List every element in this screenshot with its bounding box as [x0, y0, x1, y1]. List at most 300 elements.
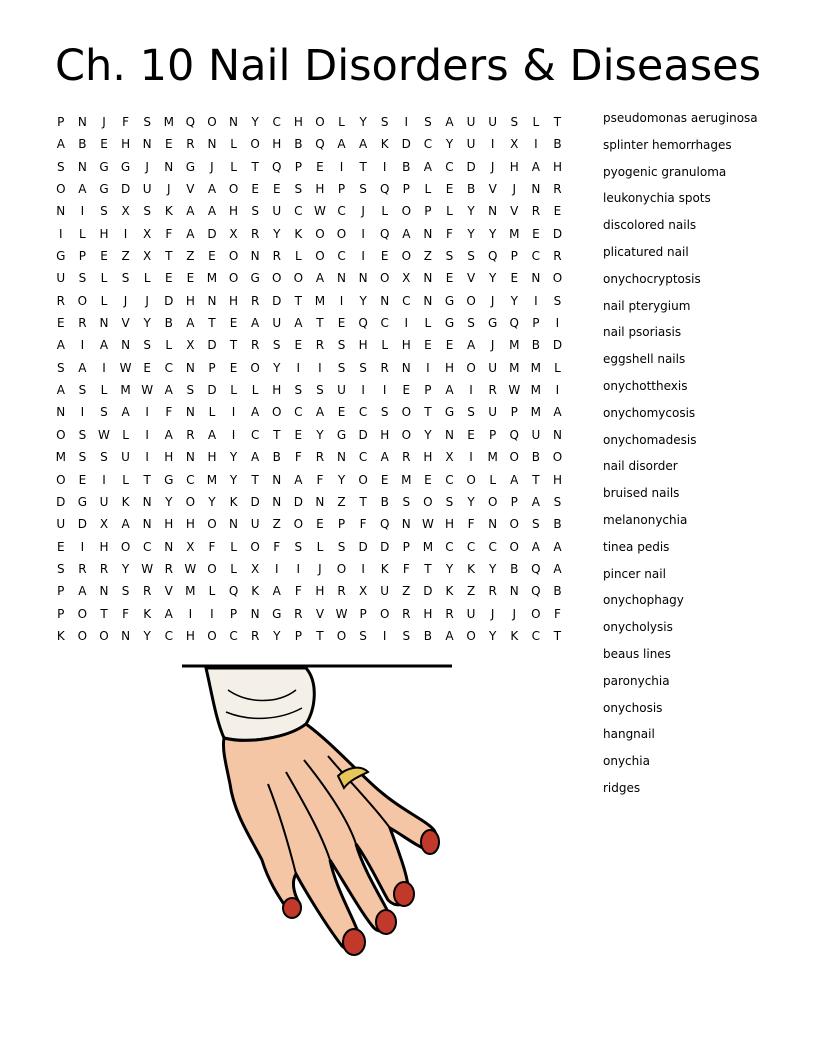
grid-letter: Z	[272, 517, 281, 532]
grid-letter: P	[337, 182, 346, 197]
grid-letter: N	[207, 137, 217, 152]
grid-letter: C	[294, 204, 303, 219]
grid-letter: C	[337, 204, 346, 219]
grid-letter: U	[272, 204, 282, 219]
grid-letter: G	[99, 182, 109, 197]
grid-letter: T	[316, 316, 324, 331]
grid-letter: H	[552, 159, 562, 174]
grid-letter: B	[466, 182, 476, 197]
grid-letter: D	[552, 338, 563, 353]
grid-letter: S	[445, 494, 454, 509]
grid-letter: V	[121, 316, 130, 331]
grid-letter: D	[207, 383, 217, 398]
grid-letter: U	[531, 427, 541, 442]
grid-letter: Y	[273, 628, 281, 643]
grid-letter: Y	[424, 427, 432, 442]
grid-letter: I	[469, 450, 473, 465]
grid-letter: I	[382, 383, 387, 398]
grid-letter: O	[315, 115, 325, 129]
grid-letter: Q	[272, 159, 282, 174]
grid-letter: F	[554, 606, 561, 621]
word-list-item: pyogenic granuloma	[603, 164, 727, 179]
grid-letter: B	[402, 159, 411, 174]
grid-letter: G	[185, 159, 196, 174]
grid-letter: N	[401, 360, 411, 375]
grid-letter: U	[466, 137, 476, 152]
grid-letter: P	[424, 383, 432, 398]
grid-letter: K	[229, 494, 238, 509]
grid-letter: Y	[251, 115, 259, 129]
grid-letter: O	[99, 628, 109, 643]
grid-letter: F	[316, 472, 324, 487]
grid-letter: A	[78, 360, 87, 375]
grid-letter: H	[293, 115, 303, 129]
grid-letter: H	[509, 159, 519, 174]
grid-letter: G	[272, 606, 282, 621]
grid-letter: X	[121, 204, 130, 219]
grid-letter: Z	[121, 249, 130, 264]
grid-letter: O	[336, 561, 347, 576]
grid-letter: K	[121, 494, 130, 509]
grid-letter: D	[358, 427, 368, 442]
grid-letter: I	[426, 360, 430, 375]
grid-letter: H	[423, 450, 433, 465]
grid-letter: X	[358, 584, 368, 599]
grid-letter: Y	[489, 628, 497, 643]
grid-letter: J	[123, 293, 128, 308]
grid-letter: U	[99, 494, 109, 509]
nail	[376, 910, 396, 934]
grid-letter: I	[123, 226, 128, 241]
grid-letter: W	[141, 383, 154, 398]
grid-letter: D	[358, 539, 368, 554]
grid-letter: R	[445, 606, 454, 621]
grid-letter: N	[142, 517, 152, 532]
grid-letter: H	[164, 517, 174, 532]
grid-letter: K	[56, 628, 65, 643]
grid-letter: A	[186, 226, 195, 241]
grid-letter: N	[77, 159, 87, 174]
grid-letter: M	[530, 360, 542, 375]
grid-letter: R	[553, 182, 562, 197]
grid-letter: A	[121, 405, 130, 420]
letter-grid	[50, 110, 590, 646]
word-list-item: plicatured nail	[603, 244, 689, 259]
grid-letter: D	[401, 137, 411, 152]
grid-letter: N	[142, 494, 152, 509]
grid-letter: Q	[509, 427, 519, 442]
grid-letter: M	[185, 584, 196, 599]
grid-letter: Y	[445, 137, 454, 152]
grid-letter: E	[164, 271, 173, 286]
grid-letter: V	[466, 271, 476, 286]
grid-letter: N	[121, 628, 131, 643]
grid-letter: V	[186, 182, 195, 197]
grid-letter: L	[554, 360, 561, 375]
grid-letter: K	[510, 628, 519, 643]
grid-letter: U	[380, 584, 390, 599]
grid-letter: O	[56, 472, 66, 487]
grid-letter: N	[509, 584, 519, 599]
grid-letter: I	[80, 204, 85, 219]
word-list-item: nail psoriasis	[603, 325, 682, 340]
grid-letter: E	[316, 517, 324, 532]
grid-letter: L	[100, 271, 108, 286]
grid-letter: M	[314, 293, 326, 308]
grid-letter: W	[313, 204, 326, 219]
grid-letter: Q	[315, 137, 325, 152]
grid-letter: H	[164, 450, 174, 465]
grid-letter: Y	[510, 293, 518, 308]
grid-letter: N	[56, 204, 66, 219]
grid-letter: G	[164, 472, 174, 487]
grid-letter: M	[422, 539, 434, 554]
grid-letter: H	[444, 517, 454, 532]
grid-letter: A	[56, 338, 65, 353]
grid-letter: M	[530, 405, 542, 420]
grid-letter: D	[250, 494, 260, 509]
grid-letter: Q	[379, 182, 390, 197]
grid-letter: C	[380, 316, 389, 331]
grid-letter: N	[99, 584, 109, 599]
word-list-item: onychotthexis	[603, 378, 688, 393]
grid-letter: S	[121, 584, 130, 599]
grid-letter: H	[401, 338, 411, 353]
grid-row	[50, 579, 590, 601]
grid-letter: R	[380, 360, 389, 375]
grid-letter: E	[337, 405, 346, 420]
grid-letter: H	[272, 137, 282, 152]
grid-letter: S	[445, 249, 454, 264]
grid-letter: Y	[229, 472, 238, 487]
word-list-item: ridges	[603, 780, 641, 795]
grid-letter: A	[445, 628, 454, 643]
grid-letter: A	[251, 316, 260, 331]
grid-letter: A	[531, 159, 540, 174]
grid-letter: S	[78, 383, 87, 398]
grid-letter: T	[359, 494, 367, 509]
grid-letter: B	[272, 450, 281, 465]
grid-letter: Z	[337, 494, 346, 509]
grid-letter: L	[79, 226, 86, 241]
grid-letter: P	[510, 494, 518, 509]
grid-letter: C	[531, 249, 541, 264]
grid-letter: I	[231, 427, 236, 442]
grid-letter: Q	[531, 561, 541, 576]
grid-letter: P	[510, 249, 518, 264]
page-title: Ch. 10 Nail Disorders & Diseases	[55, 41, 761, 91]
grid-letter: X	[143, 249, 152, 264]
grid-letter: R	[337, 584, 346, 599]
grid-letter: A	[423, 159, 432, 174]
grid-letter: U	[56, 271, 66, 286]
grid-letter: A	[78, 584, 87, 599]
grid-letter: H	[229, 204, 239, 219]
grid-letter: I	[80, 539, 85, 554]
nail	[283, 898, 301, 918]
grid-letter: H	[358, 338, 368, 353]
grid-letter: E	[208, 249, 216, 264]
grid-letter: D	[56, 494, 66, 509]
grid-letter: R	[250, 338, 260, 353]
grid-letter: A	[272, 584, 281, 599]
grid-letter: B	[510, 561, 519, 576]
grid-letter: I	[382, 628, 387, 643]
grid-letter: Y	[229, 450, 238, 465]
grid-letter: D	[552, 226, 563, 241]
grid-letter: Y	[445, 561, 454, 576]
grid-letter: Z	[423, 249, 432, 264]
grid-letter: H	[315, 584, 325, 599]
grid-row	[50, 311, 590, 333]
grid-letter: M	[206, 472, 218, 487]
grid-letter: E	[424, 472, 432, 487]
grid-letter: O	[552, 271, 563, 286]
grid-letter: H	[380, 427, 390, 442]
grid-letter: M	[530, 383, 542, 398]
grid-letter: E	[272, 182, 281, 197]
hand-illustration	[178, 660, 458, 960]
grid-letter: L	[532, 115, 540, 129]
grid-letter: W	[184, 561, 197, 576]
grid-letter: I	[188, 606, 193, 621]
grid-letter: A	[359, 137, 368, 152]
grid-letter: S	[272, 338, 281, 353]
grid-letter: R	[164, 561, 173, 576]
grid-letter: A	[466, 338, 476, 353]
grid-letter: C	[164, 628, 173, 643]
grid-letter: C	[186, 472, 195, 487]
grid-letter: I	[80, 405, 85, 420]
grid-letter: A	[315, 271, 325, 286]
grid-letter: L	[230, 561, 237, 576]
word-list-item: eggshell nails	[603, 352, 686, 367]
grid-letter: S	[467, 249, 475, 264]
grid-letter: R	[78, 316, 87, 331]
grid-letter: O	[272, 271, 282, 286]
grid-letter: E	[143, 360, 151, 375]
grid-letter: E	[510, 271, 519, 286]
grid-letter: O	[336, 226, 347, 241]
grid-letter: E	[402, 383, 411, 398]
grid-row	[50, 110, 590, 132]
grid-letter: N	[423, 271, 433, 286]
grid-letter: I	[534, 293, 538, 308]
grid-letter: I	[534, 137, 538, 152]
grid-letter: T	[165, 249, 173, 264]
grid-letter: B	[164, 316, 173, 331]
grid-letter: I	[404, 115, 409, 129]
grid-letter: L	[424, 316, 432, 331]
grid-letter: C	[445, 539, 454, 554]
grid-letter: S	[553, 494, 562, 509]
grid-letter: B	[531, 338, 540, 353]
grid-letter: Y	[467, 226, 475, 241]
grid-letter: S	[553, 293, 562, 308]
grid-letter: S	[359, 628, 367, 643]
grid-letter: I	[274, 561, 279, 576]
grid-letter: R	[78, 561, 87, 576]
grid-letter: O	[509, 517, 519, 532]
grid-letter: E	[100, 249, 108, 264]
grid-letter: F	[294, 584, 302, 599]
grid-letter: P	[532, 316, 540, 331]
grid-letter: O	[56, 427, 66, 442]
grid-letter: V	[510, 204, 519, 219]
grid-letter: C	[164, 360, 173, 375]
grid-row	[50, 624, 590, 646]
grid-letter: Q	[358, 316, 368, 331]
grid-letter: S	[359, 360, 367, 375]
grid-letter: U	[466, 115, 476, 129]
grid-letter: R	[531, 204, 541, 219]
grid-letter: R	[488, 584, 497, 599]
grid-letter: I	[361, 561, 365, 576]
grid-letter: T	[553, 628, 562, 643]
grid-letter: C	[531, 628, 541, 643]
grid-letter: S	[143, 115, 151, 129]
grid-letter: I	[210, 606, 214, 621]
grid-letter: Q	[185, 115, 196, 129]
grid-letter: A	[251, 405, 260, 420]
grid-letter: G	[120, 159, 131, 174]
grid-row	[50, 266, 590, 288]
grid-letter: O	[293, 271, 304, 286]
grid-letter: X	[402, 271, 411, 286]
grid-letter: N	[56, 405, 66, 420]
word-list-item: onychomycosis	[603, 405, 696, 420]
grid-letter: A	[207, 182, 217, 197]
grid-letter: R	[250, 628, 260, 643]
grid-letter: L	[208, 584, 216, 599]
grid-letter: N	[121, 338, 131, 353]
grid-letter: A	[510, 472, 519, 487]
grid-letter: R	[315, 450, 325, 465]
grid-row	[50, 468, 590, 490]
grid-letter: T	[208, 316, 216, 331]
grid-letter: A	[56, 383, 65, 398]
grid-row	[50, 378, 590, 400]
grid-letter: S	[424, 115, 432, 129]
grid-letter: Q	[509, 316, 519, 331]
grid-letter: C	[445, 472, 454, 487]
grid-letter: Y	[273, 226, 281, 241]
grid-letter: I	[555, 316, 560, 331]
grid-letter: J	[145, 159, 149, 174]
grid-letter: H	[315, 182, 325, 197]
grid-letter: E	[57, 316, 65, 331]
grid-letter: N	[272, 494, 282, 509]
grid-letter: P	[294, 628, 302, 643]
grid-letter: S	[359, 182, 367, 197]
grid-letter: F	[273, 539, 281, 554]
grid-letter: Z	[186, 249, 195, 264]
grid-row	[50, 400, 590, 422]
grid-letter: Q	[531, 584, 541, 599]
grid-letter: I	[296, 561, 301, 576]
word-list-item: paronychia	[603, 673, 670, 688]
grid-letter: L	[122, 427, 129, 442]
grid-letter: A	[207, 427, 217, 442]
grid-row	[50, 490, 590, 512]
grid-letter: H	[99, 539, 109, 554]
grid-letter: P	[424, 204, 432, 219]
word-list-item: leukonychia spots	[603, 191, 711, 206]
grid-letter: K	[164, 204, 173, 219]
grid-letter: D	[272, 293, 282, 308]
grid-letter: T	[424, 405, 432, 420]
grid-letter: I	[361, 249, 365, 264]
grid-letter: U	[466, 606, 476, 621]
grid-letter: R	[272, 249, 281, 264]
grid-letter: S	[100, 450, 108, 465]
grid-letter: E	[445, 182, 454, 197]
grid-letter: Y	[467, 494, 475, 509]
grid-letter: W	[421, 517, 434, 532]
grid-letter: E	[100, 137, 108, 152]
grid-letter: A	[164, 383, 173, 398]
grid-letter: A	[207, 204, 217, 219]
grid-letter: H	[99, 226, 109, 241]
grid-letter: K	[143, 606, 152, 621]
grid-letter: E	[229, 360, 238, 375]
grid-row	[50, 132, 590, 154]
grid-letter: M	[120, 383, 131, 398]
grid-letter: Q	[379, 226, 390, 241]
grid-letter: T	[251, 159, 259, 174]
grid-row	[50, 222, 590, 244]
grid-letter: A	[164, 427, 173, 442]
grid-letter: G	[444, 293, 455, 308]
grid-letter: R	[294, 606, 303, 621]
grid-letter: H	[185, 517, 195, 532]
grid-letter: I	[80, 338, 85, 353]
grid-letter: J	[318, 561, 322, 576]
grid-letter: R	[250, 226, 260, 241]
word-list-item: splinter hemorrhages	[603, 137, 732, 152]
grid-letter: L	[338, 115, 345, 129]
grid-letter: N	[380, 293, 390, 308]
grid-letter: A	[553, 405, 562, 420]
grid-letter: A	[531, 539, 540, 554]
grid-letter: F	[165, 405, 173, 420]
grid-letter: X	[229, 226, 238, 241]
grid-letter: U	[142, 182, 152, 197]
grid-letter: A	[99, 338, 109, 353]
grid-letter: W	[335, 606, 348, 621]
word-list-item: onychosis	[603, 700, 663, 715]
grid-letter: S	[186, 383, 195, 398]
grid-letter: J	[210, 159, 214, 174]
grid-letter: A	[553, 539, 562, 554]
grid-letter: L	[100, 383, 108, 398]
grid-letter: X	[251, 561, 260, 576]
grid-letter: C	[358, 405, 368, 420]
grid-letter: E	[337, 316, 346, 331]
grid-letter: W	[141, 561, 154, 576]
grid-letter: O	[531, 606, 541, 621]
grid-letter: I	[339, 293, 344, 308]
grid-letter: N	[185, 450, 195, 465]
grid-letter: H	[229, 293, 239, 308]
grid-row	[50, 535, 590, 557]
grid-letter: O	[185, 494, 196, 509]
grid-letter: B	[553, 517, 562, 532]
grid-letter: L	[230, 539, 237, 554]
grid-letter: E	[445, 271, 454, 286]
grid-letter: W	[98, 427, 110, 442]
grid-letter: I	[469, 383, 473, 398]
